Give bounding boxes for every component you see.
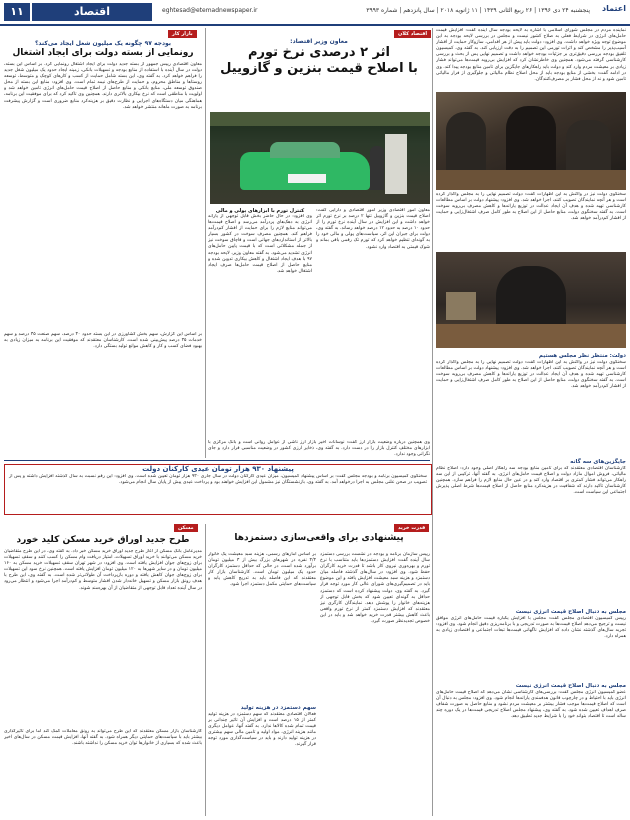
bonus-headline: پیشنهاد ۹۳۰ هزار تومان عیدی کارکنان دولت xyxy=(142,465,294,473)
center-bottom-article xyxy=(208,532,430,544)
lead-right-col xyxy=(316,208,430,440)
left-bottom-tag: مسکن xyxy=(174,524,198,532)
lead-headline-block xyxy=(208,38,430,77)
left-bottom-body: مدیرعامل بانک مسکن از آغاز طرح جدید اوراق خرید مسکن خبر داد. به گفته وی، در این طرح متقاضیان خرید مسکن می‌توانند با خرید اوراق تسهیلات، امتیاز دریافت وام مسکن را کسب کنند و سقف تسهیلات برای زوج‌های جوان افزایش یافته است. وی افزود: در شهر تهران سقف تسهیلات خرید مسکن به ۱۶۰ میلیون تومان و در سایر شهرها به ۱۲۰ میلیون تومان افزایش یافته است. همچنین نرخ سود این تسهیلات برای زوج‌های جوان کاهش یافته و دوره بازپرداخت آن طولانی‌تر شده است. به گفته وی، این طرح با هدف رونق بازار مسکن و تسهیل خانه‌دار شدن اقشار متوسط و کم‌درآمد اجرا می‌شود و انتظار می‌رود در سال آینده تعداد قابل توجهی از متقاضیان از آن بهره‌مند شوند. xyxy=(4,549,202,591)
right-subhead-1: دولت: منتظر نظر مجلس هستیم xyxy=(538,353,626,359)
newspaper-logo: اعتماد xyxy=(602,4,626,13)
lead-left-col xyxy=(208,208,312,440)
right-mid-article xyxy=(436,192,626,252)
center-bottom-body-3: فعالان اقتصادی معتقدند که سهم دستمزد در هزینه تولید کمتر از ۱۵ درصد است و افزایش آن تاثیر چندانی بر قیمت تمام شده کالاها ندارد. به گفته آنها، عوامل دیگری مانند هزینه انرژی، مواد اولیه و تامین مالی سهم بیشتری در هزینه تولید دارند و باید در سیاست‌گذاری مورد توجه قرار گیرند. xyxy=(208,712,316,748)
lead-headline-1: اثر ۲ درصدی نرخ تورم xyxy=(248,45,390,60)
right-bottom-subhead: مجلس به دنبال اصلاح قیمت انرژی نیست xyxy=(515,683,626,689)
official-photo xyxy=(436,252,626,348)
section-email[interactable]: eghtesad@etemadnewspaper.ir xyxy=(162,7,258,14)
fuel-pump xyxy=(385,134,407,194)
papers xyxy=(446,292,476,320)
right-subhead-3: مجلس به دنبال اصلاح قیمت انرژی نیست xyxy=(515,609,626,615)
left-top-body-2: بر اساس این گزارش، سهم بخش کشاورزی در این بسته حدود ۳۰ درصد، سهم صنعت ۳۵ درصد و سهم خدمات ۳۵ درصد پیش‌بینی شده است. کارشناسان معتقدند که موفقیت این برنامه به میزان زیادی به بهبود فضای کسب و کار و کاهش موانع تولید بستگی دارد. xyxy=(4,332,202,350)
right-mid-body: سخنگوی دولت نیز در واکنش به این اظهارات گفت: دولت تصمیم نهایی را به مجلس واگذار کرده است و هر آنچه نمایندگان تصویب کنند، اجرا خواهد شد. وی افزود: پیشنهاد دولت بر اساس مطالعات کارشناسی تهیه شده و هدف آن ایجاد عدالت در توزیع یارانه‌ها و کاهش مصرف بی‌رویه سوخت است. به گفته سخنگوی دولت، منابع حاصل از این اصلاح به طور کامل صرف اشتغال‌زایی و حمایت از اقشار کم‌درآمد خواهد شد. xyxy=(436,192,626,222)
lead-body-1: معاون امور اقتصادی وزیر امور اقتصادی و دارایی گفت: اصلاح قیمت بنزین و گازوییل تنها ۲ درصد بر نرخ تورم اثر خواهد داشت و این افزایش در سال آینده نرخ تورم را از حدود ۱۰ درصد به حدود ۱۲ درصد خواهد رساند. به گفته وی، دولت برای جبران این اثر، سیاست‌های پولی و مالی خود را به گونه‌ای تنظیم خواهد کرد که تورم تک رقمی باقی بماند و شوک قیمتی به اقتصاد وارد نشود. xyxy=(316,208,430,250)
column-rule xyxy=(432,28,433,816)
center-bottom-body-2: بر اساس آمارهای رسمی، هزینه سبد معیشت یک خانوار ۳/۳ نفره در شهرهای بزرگ بیش از ۳ میلیون تومان برآورد شده است، در حالی که حداقل دستمزد کارگران حدود یک میلیون تومان است. کارشناسان بازار کار معتقدند که این فاصله باید به تدریج کاهش یابد و سیاست‌های حمایتی مکمل دستمزد اجرا شود. xyxy=(208,552,316,588)
taxi-roof xyxy=(270,142,340,158)
right-bottom-article xyxy=(436,680,626,816)
lead-body-3: وی همچنین درباره وضعیت بازار ارز گفت: نوسانات اخیر بازار ارز ناشی از عوامل روانی است و بانک مرکزی با ابزارهای مختلف کنترل بازار را در دست دارد. به گفته وی، ذخایر ارزی کشور در وضعیت مناسبی قرار دارد و جای نگرانی وجود ندارد. xyxy=(208,440,430,458)
right-lower-body-1: سخنگوی دولت نیز در واکنش به این اظهارات گفت: دولت تصمیم نهایی را به مجلس واگذار کرده است و هر آنچه نمایندگان تصویب کنند، اجرا خواهد شد. وی افزود: پیشنهاد دولت بر اساس مطالعات کارشناسی تهیه شده و هدف آن ایجاد عدالت در توزیع یارانه‌ها و کاهش مصرف بی‌رویه سوخت است. به گفته سخنگوی دولت، منابع حاصل از این اصلاح به طور کامل صرف اشتغال‌زایی و حمایت از اقشار کم‌درآمد خواهد شد. xyxy=(436,360,626,390)
left-top-article xyxy=(4,40,202,424)
lead-photo-caption: کنترل تورم با ابزارهای پولی و مالی xyxy=(215,208,305,214)
right-lower-body-3: رییس کمیسیون اقتصادی مجلس گفت: مجلس با افزایش یکباره قیمت حامل‌های انرژی موافق نیست و ترجیح می‌دهد اصلاح قیمت‌ها به صورت تدریجی و با برنامه‌ریزی دقیق انجام شود. وی افزود: تجربه سال‌های گذشته نشان داده که افزایش ناگهانی قیمت‌ها تبعات اجتماعی و اقتصادی زیادی به همراه دارد. xyxy=(436,616,626,640)
desk xyxy=(436,324,626,348)
gas-station-photo xyxy=(210,112,430,204)
left-top-tag: بازار کار xyxy=(168,30,197,38)
lead-body-2: وی افزود: در حال حاضر بخش قابل توجهی از یارانه انرژی به دهک‌های پردرآمد می‌رسد و اصلاح قیمت‌ها می‌تواند منابع لازم را برای حمایت از اقشار کم‌درآمد فراهم کند. همچنین مصرف سوخت در کشور بسیار بالاتر از استانداردهای جهانی است و قاچاق سوخت نیز از جمله مشکلاتی است که با قیمت پایین حامل‌های انرژی تشدید می‌شود. به گفته معاون وزیر، لایحه بودجه ۹۷ با هدف ایجاد اشتغال و کاهش بیکاری تدوین شده و منابع حاصل از اصلاح قیمت حامل‌ها صرف ایجاد اشتغال خواهد شد. xyxy=(208,214,312,274)
lead-kicker: معاون وزیر اقتصاد: xyxy=(290,38,348,45)
center-bottom-headline: پیشنهادی برای واقعی‌سازی دستمزدها xyxy=(234,533,404,543)
section-rule xyxy=(4,460,430,461)
left-top-kicker: بودجه ۹۷ چگونه یک میلیون شغل ایجاد می‌کند؟ xyxy=(34,40,172,47)
attendant-silhouette xyxy=(370,146,384,190)
center-bottom-body: رییس سازمان برنامه و بودجه در نشست بررسی دستمزد سال آینده گفت: افزایش دستمزدها باید متناسب با نرخ تورم و بهره‌وری نیروی کار باشد تا قدرت خرید کارگران حفظ شود. وی افزود: در سال‌های گذشته فاصله میان دستمزد و هزینه سبد معیشت افزایش یافته و این موضوع باید در تصمیم‌گیری‌های شورای عالی کار مورد توجه قرار گیرد. به گفته وی، دولت پیشنهاد کرده است که دستمزد حداقل به گونه‌ای تعیین شود که بخش قابل توجهی از هزینه‌های خانوار را پوشش دهد. نمایندگان کارگری نیز معتقدند که افزایش دستمزد کمتر از نرخ تورم واقعی باعث کاهش بیشتر قدرت خرید خواهد شد و باید در این خصوص تجدیدنظر صورت گیرد. xyxy=(320,552,430,625)
center-bottom-left-col xyxy=(208,552,316,812)
left-bottom-article xyxy=(4,534,202,813)
parliament-photo xyxy=(436,92,626,190)
canopy xyxy=(210,112,430,126)
center-bottom-tag: قدرت خرید xyxy=(394,524,429,532)
lead-bottom-col xyxy=(208,440,430,462)
right-lower-body-2: کارشناسان اقتصادی معتقدند که برای تامین منابع بودجه سه راهکار اصلی وجود دارد: اصلاح نظام مالیاتی، فروش اموال مازاد دولت و اصلاح قیمت حامل‌های انرژی. به گفته آنها، ترکیبی از این سه راهکار می‌تواند فشار کمتری بر اقتصاد وارد کند و در عین حال منابع لازم را فراهم سازد. همچنین کارشناسان تاکید دارند که شفافیت در هزینه‌کرد منابع حاصل از اصلاح قیمت‌ها شرط اصلی پذیرش اجتماعی این سیاست است. xyxy=(436,466,626,496)
lead-tag: اقتصاد کلان xyxy=(394,30,431,38)
license-plate xyxy=(288,174,326,183)
column-rule xyxy=(205,28,206,458)
bonus-box xyxy=(4,464,432,515)
center-bottom-subhead: سهم دستمزد در هزینه تولید xyxy=(240,705,316,711)
section-label: اقتصاد xyxy=(32,3,152,21)
left-top-body: معاون اقتصادی رییس جمهور از بسته جدید دولت برای ایجاد اشتغال رونمایی کرد. بر اساس این بسته، دولت در سال آینده با استفاده از منابع بودجه و تسهیلات بانکی، زمینه ایجاد حدود یک میلیون شغل جدید را فراهم خواهد کرد. به گفته وی، این بسته شامل حمایت از کسب و کارهای کوچک و متوسط، توسعه روستاها و مناطق محروم، و حمایت از طرح‌های نیمه تمام است. وی افزود: منابع این بسته از محل صندوق توسعه ملی، منابع بانکی و منابع حاصل از اصلاح قیمت حامل‌های انرژی تامین خواهد شد و اولویت با مناطقی است که نرخ بیکاری بالاتری دارند. همچنین وی تاکید کرد که برای موفقیت این برنامه، هماهنگی میان دستگاه‌های اجرایی و نظارت دقیق بر هزینه‌کرد منابع ضروری است و گزارش پیشرفت برنامه به صورت ماهانه منتشر خواهد شد. xyxy=(4,62,202,110)
right-bottom-body: عضو کمیسیون انرژی مجلس گفت: بررسی‌های کارشناسی نشان می‌دهد که اصلاح قیمت حامل‌های انرژی باید با احتیاط و در چارچوب قانون هدفمندی یارانه‌ها انجام شود. وی افزود: مجلس به دنبال آن است که اصلاح قیمت‌ها موجب فشار بیشتر بر معیشت مردم نشود و منابع حاصل به صورت شفاف صرف اهداف تعیین شده شود. به گفته وی، پیشنهاد مجلس اصلاح تدریجی قیمت‌ها در یک دوره چند ساله است تا اقتصاد بتواند خود را با شرایط جدید تطبیق دهد. xyxy=(436,690,626,720)
left-top-headline: رونمایی از بسته دولت برای ایجاد اشتغال xyxy=(12,48,194,58)
left-bottom-headline: طرح جدید اوراق خرید مسکن کلید خورد xyxy=(16,535,190,545)
lead-headline-2: با اصلاح قیمت بنزین و گازوییل xyxy=(220,61,418,76)
page-number: ۱۱ xyxy=(4,3,30,21)
right-top-body: نماینده مردم در مجلس شورای اسلامی با اشاره به لایحه بودجه سال آینده گفت: افزایش قیمت حامل‌های انرژی در شرایط فعلی به صلاح کشور نیست و مجلس در بررسی لایحه بودجه به این موضوع توجه ویژه خواهد داشت. وی افزود: دولت باید پیش از هر اقدامی، سازوکار حمایت از اقشار آسیب‌پذیر را مشخص کند و اثرات تورمی این تصمیم را به دقت ارزیابی کند. به گفته وی، کمیسیون تلفیق بودجه بررسی دقیق‌تری بر جزئیات بودجه خواهد داشت و تصمیم نهایی پس از بحث و بررسی کارشناسی گرفته می‌شود. همچنین وی خاطرنشان کرد که افزایش بی‌رویه قیمت‌ها می‌تواند فشار زیادی بر معیشت مردم وارد کند و دولت باید راهکارهای جایگزین برای تامین منابع بودجه پیدا کند. وی در ادامه گفت: بخشی از منابع بودجه باید از محل اصلاح نظام مالیاتی و جلوگیری از فرار مالیاتی تامین شود و نه از محل فشار بر مصرف‌کنندگان. xyxy=(436,28,626,82)
column-rule xyxy=(205,524,206,816)
desk xyxy=(436,170,626,190)
right-subhead-2: جایگزین‌های سه گانه xyxy=(570,459,626,465)
dateline: پنجشنبه ۲۴ دی ۱۳۹۶ | ۲۶ ربیع الثانی ۱۴۳۹ | ۱۱ ژانویه ۲۰۱۸ | سال پانزدهم | شماره ۳۹۹۳ xyxy=(366,7,590,14)
bonus-body: سخنگوی کمیسیون برنامه و بودجه مجلس گفت: بر اساس پیشنهاد کمیسیون، میزان عیدی کارکنان دولت در سال جاری ۹۳۰ هزار تومان تعیین شده است. وی افزود: این رقم نسبت به سال گذشته افزایش داشته و پس از تصویب در صحن علنی مجلس به اجرا درخواهد آمد. به گفته وی، بازنشستگان نیز مشمول این افزایش خواهند بود و پرداخت عیدی پیش از پایان سال انجام می‌شود. xyxy=(9,474,427,486)
right-lower-article xyxy=(436,350,626,706)
left-bottom-body-2: کارشناسان بازار مسکن معتقدند که این طرح می‌تواند به رونق معاملات کمک کند اما برای تاثیرگذاری بیشتر باید با سیاست‌های حمایتی دیگر همراه شود. به گفته آنها، افزایش قیمت مسکن در سال‌های اخیر باعث شده که بسیاری از خانوارها توان خرید مسکن را نداشته باشند. xyxy=(4,729,202,747)
center-bottom-right-col xyxy=(320,552,430,816)
masthead xyxy=(0,0,630,26)
